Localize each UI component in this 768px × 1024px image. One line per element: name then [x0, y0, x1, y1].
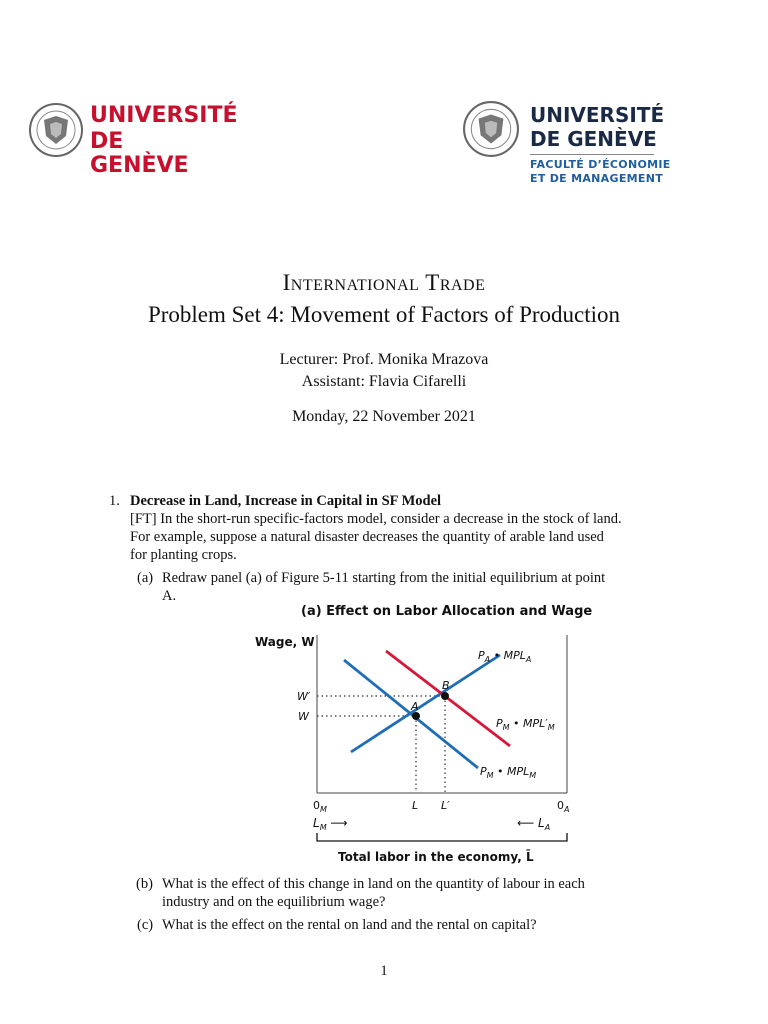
lm-label: $L_M$ ⟶ — [313, 816, 348, 832]
part-b-line-1: What is the effect of this change in land on the quantity of labour in each — [162, 876, 585, 892]
logo-divider — [530, 154, 654, 155]
date: Monday, 22 November 2021 — [292, 408, 476, 425]
problem-heading: Decrease in Land, Increase in Capital in SF Model — [130, 493, 442, 509]
logo-line2: DE GENÈVE — [90, 129, 189, 178]
logo-line2: DE GENÈVE — [530, 127, 657, 151]
la-label: ⟵ $L_A$ — [517, 816, 551, 832]
x-axis-label: Total labor in the economy, L̄ — [338, 850, 534, 864]
logo-line1: UNIVERSITÉ — [530, 103, 665, 127]
left-logo — [28, 100, 238, 178]
logo-line1: UNIVERSITÉ — [90, 103, 238, 128]
l-prime-label: L′ — [441, 799, 450, 812]
university-seal-icon — [462, 100, 520, 158]
origin-m-label: $0_M$ — [313, 799, 327, 814]
part-b-line-2: industry and on the equilibrium wage? — [162, 894, 386, 910]
point-a-label: A — [411, 700, 419, 713]
part-c-label: (c) — [137, 917, 154, 933]
part-b-label: (b) — [136, 876, 153, 892]
w-label: W — [298, 710, 309, 723]
intro-line-1: [FT] In the short-run specific-factors model, consider a decrease in the stock of land. — [130, 511, 622, 527]
pm-mplm-prime-label: $P_M$ • $MPL'_M$ — [496, 717, 555, 732]
pa-mpla-label: $P_A$ • $MPL_A$ — [478, 649, 532, 664]
origin-a-label: $0_A$ — [557, 799, 570, 814]
intro-line-2: For example, suppose a natural disaster decreases the quantity of arable land used — [130, 529, 604, 545]
point-b-marker — [441, 692, 449, 700]
course-title: International Trade — [282, 270, 486, 295]
y-axis-label: Wage, W — [255, 635, 315, 649]
l-label: L — [412, 799, 419, 812]
part-a-line-1: Redraw panel (a) of Figure 5-11 starting from the initial equilibrium at point — [162, 570, 606, 586]
intro-line-3: for planting crops. — [130, 547, 237, 563]
problem-set-title: Problem Set 4: Movement of Factors of Production — [147, 302, 621, 327]
problem-number: 1. — [109, 493, 120, 509]
pm-mplm-label: $P_M$ • $MPL_M$ — [480, 765, 537, 780]
total-labor-bracket — [317, 833, 567, 841]
page-number: 1 — [380, 963, 388, 979]
faculty-line1: FACULTÉ D’ÉCONOMIE — [530, 158, 671, 171]
part-a-label: (a) — [137, 570, 154, 586]
part-a-line-2: A. — [162, 588, 177, 604]
university-seal-icon — [28, 102, 84, 158]
figure-title: (a) Effect on Labor Allocation and Wage — [301, 604, 593, 619]
w-prime-label: W′ — [297, 690, 311, 703]
pa-mpla-curve — [351, 655, 500, 752]
point-a-marker — [412, 712, 420, 720]
faculty-line2: ET DE MANAGEMENT — [530, 172, 664, 185]
right-logo — [462, 100, 702, 190]
assistant: Assistant: Flavia Cifarelli — [301, 373, 467, 390]
part-c-line-1: What is the effect on the rental on land and the rental on capital? — [162, 917, 537, 933]
lecturer: Lecturer: Prof. Monika Mrazova — [279, 351, 489, 368]
labor-allocation-diagram — [255, 625, 570, 875]
point-b-label: B — [442, 679, 450, 692]
